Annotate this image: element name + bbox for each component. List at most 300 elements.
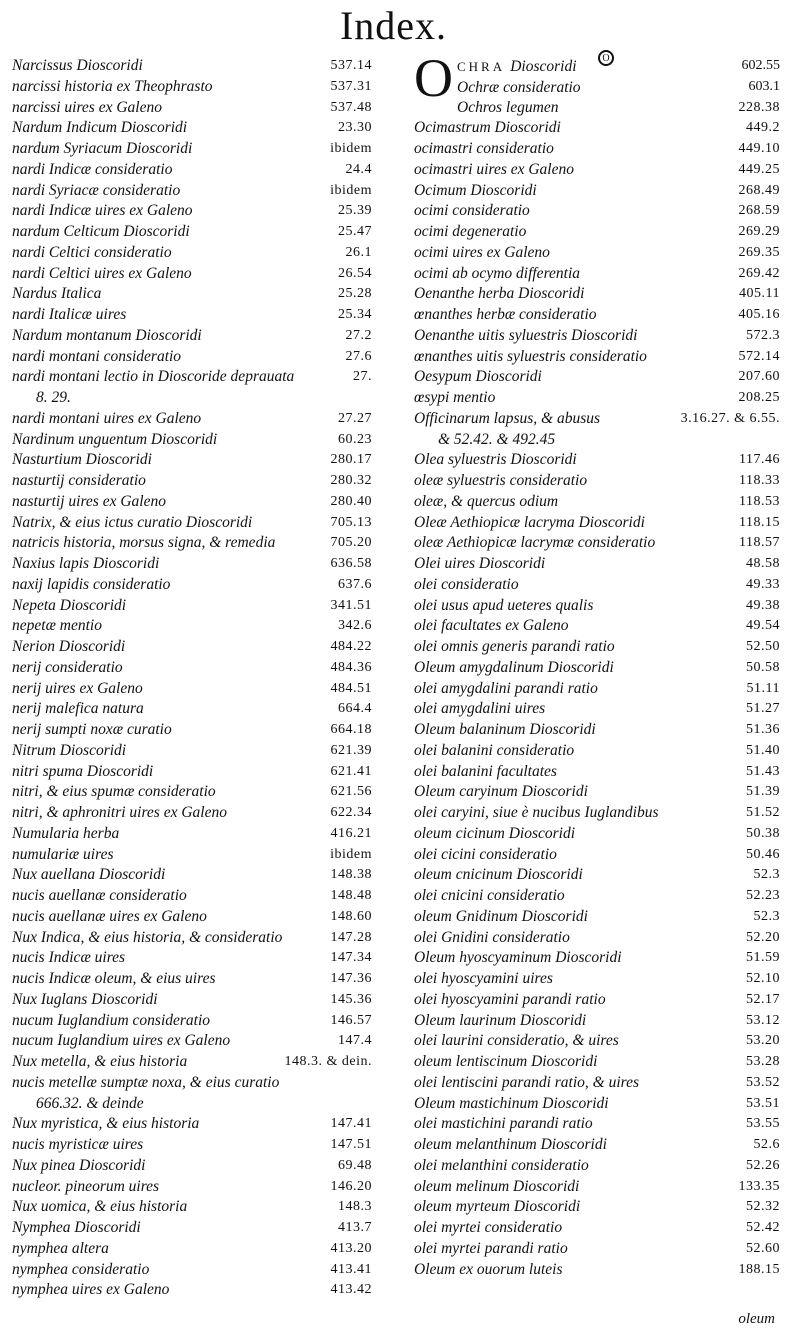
list-item	[12, 430, 372, 451]
list-item	[12, 616, 372, 637]
entry-page: 705.13	[330, 514, 372, 530]
entry-text: Nardum Indicum Dioscoridi	[12, 119, 188, 137]
entry-page: 27.	[353, 369, 372, 385]
list-item	[12, 720, 372, 741]
list-item	[414, 139, 780, 160]
entry-text: Narcissus Dioscoridi	[12, 57, 143, 74]
entry-text: Olei uires Dioscoridi	[414, 555, 546, 572]
entry-page: 52.23	[746, 888, 780, 903]
list-item	[414, 1197, 780, 1218]
list-item	[414, 886, 780, 907]
list-item	[12, 865, 372, 886]
entry-text: ocimi ab ocymo differentia	[414, 264, 581, 282]
entry-page: 484.22	[330, 639, 372, 654]
entry-text: nucis auellanæ consideratio	[12, 887, 187, 904]
list-item	[414, 181, 780, 202]
list-item	[414, 533, 780, 554]
list-item	[12, 907, 372, 928]
entry-page: 51.36	[746, 722, 780, 737]
entry-text: nasturtij uires ex Galeno	[12, 492, 166, 510]
entry-page: 52.32	[746, 1199, 780, 1215]
entry-text: nucis Indicæ oleum, & eius uires	[12, 970, 216, 987]
entry-text: narcissi uires ex Galeno	[12, 98, 162, 116]
entry-text: nerij uires ex Galeno	[12, 679, 143, 697]
list-item	[414, 1239, 780, 1260]
list-item	[414, 492, 780, 513]
list-item	[12, 118, 372, 139]
list-item	[12, 1197, 372, 1218]
entry-text: nardi montani uires ex Galeno	[12, 409, 202, 427]
entry-page: 621.39	[330, 742, 372, 758]
entry-text: Olea syluestris Dioscoridi	[414, 451, 577, 469]
entry-text: nymphea altera	[12, 1239, 109, 1257]
list-item	[414, 1073, 780, 1094]
entry-page: 341.51	[330, 597, 372, 613]
list-item	[414, 1114, 780, 1135]
entry-text: olei myrtei parandi ratio	[414, 1239, 568, 1257]
entry-page: 572.14	[738, 348, 780, 364]
list-item	[12, 948, 372, 969]
list-item	[414, 824, 780, 845]
list-item	[12, 388, 372, 409]
entry-page: 280.17	[330, 452, 372, 468]
entry-page: 269.35	[738, 244, 780, 260]
entry-text: olei myrtei consideratio	[414, 1219, 563, 1236]
signature-mark: O	[598, 50, 614, 66]
entry-text: nardi Syriacæ consideratio	[12, 181, 181, 199]
entry-text: Nymphea Dioscoridi	[12, 1219, 141, 1236]
entry-text: olei facultates ex Galeno	[414, 617, 569, 635]
entry-text: nardi montani lectio in Dioscoride deprauata	[12, 368, 295, 386]
entry-text: olei usus apud ueteres qualis	[414, 596, 594, 614]
left-column	[12, 56, 372, 1301]
entry-text: œnanthes uitis syluestris consideratio	[414, 347, 647, 365]
entry-text: Ochræ consideratio	[457, 78, 581, 96]
entry-page: 449.25	[738, 161, 780, 177]
list-item	[12, 98, 372, 119]
entry-text: nucis Indicæ uires	[12, 949, 126, 967]
list-item	[12, 284, 372, 305]
list-item	[414, 616, 780, 637]
entry-text: œnanthes herbæ consideratio	[414, 306, 597, 323]
entry-page: 148.60	[330, 908, 372, 924]
list-item	[414, 1094, 780, 1115]
list-item	[414, 284, 780, 305]
entry-text: olei hyoscyamini uires	[414, 970, 553, 987]
entry-text: olei balanini facultates	[414, 762, 557, 780]
entry-text: ocimastri consideratio	[414, 140, 554, 157]
entry-page: 52.3	[753, 867, 780, 883]
list-item	[414, 201, 780, 222]
entry-text: ocimi uires ex Galeno	[414, 243, 550, 261]
entry-page: 118.53	[739, 493, 780, 509]
list-item	[414, 990, 780, 1011]
entry-page: 23.30	[338, 120, 372, 136]
entry-text: nymphea uires ex Galeno	[12, 1281, 170, 1299]
entry-page: 147.4	[338, 1033, 372, 1049]
entry-text: Oleum hyoscyaminum Dioscoridi	[414, 949, 622, 967]
entry-page: 228.38	[738, 99, 780, 115]
list-item	[12, 679, 372, 700]
entry-text: Oleæ Aethiopicæ lacryma Dioscoridi	[414, 513, 645, 531]
entry-page: 118.57	[739, 535, 780, 551]
list-item	[12, 1094, 372, 1115]
entry-page: 637.6	[338, 576, 372, 592]
entry-page: 148.3	[338, 1199, 372, 1215]
entry-text: oleum melinum Dioscoridi	[414, 1177, 580, 1195]
entry-text: Nardus Italica	[12, 285, 102, 303]
list-item	[12, 575, 372, 596]
list-item	[12, 1073, 372, 1094]
list-item	[12, 1218, 372, 1239]
entry-text: oleæ, & quercus odium	[414, 492, 559, 510]
entry-page: 147.41	[330, 1116, 372, 1132]
list-item	[414, 741, 780, 762]
entry-text: olei mastichini parandi ratio	[414, 1115, 593, 1133]
entry-text: oleæ syluestris consideratio	[414, 472, 588, 489]
entry-text: ocimastri uires ex Galeno	[414, 160, 574, 178]
list-item	[12, 1239, 372, 1260]
list-item	[12, 201, 372, 222]
entry-text: CHRA	[457, 59, 506, 74]
entry-page: 147.51	[330, 1137, 372, 1152]
entry-page: 51.59	[746, 950, 780, 966]
entry-page: 405.16	[738, 307, 780, 322]
entry-page: 52.26	[746, 1157, 780, 1173]
entry-text: oleum myrteum Dioscoridi	[414, 1198, 581, 1216]
list-item	[414, 782, 780, 803]
list-item	[414, 1177, 780, 1198]
entry-text: Naxius lapis Dioscoridi	[12, 555, 160, 572]
entry-page: 603.1	[748, 78, 780, 94]
entry-page: 147.34	[330, 950, 372, 966]
entry-text: olei cnicini consideratio	[414, 887, 565, 904]
entry-text: Oleum mastichinum Dioscoridi	[414, 1094, 609, 1112]
entry-text: olei hyoscyamini parandi ratio	[414, 990, 606, 1008]
entry-text: Oleum ex ouorum luteis	[414, 1260, 563, 1278]
entry-page: 52.6	[753, 1137, 780, 1152]
entry-page: 537.48	[330, 99, 372, 115]
list-item	[12, 990, 372, 1011]
entry-page: 53.12	[746, 1012, 780, 1028]
entry-page: 69.48	[338, 1157, 372, 1173]
list-item	[414, 803, 780, 824]
entry-page: 416.21	[330, 825, 372, 841]
list-item	[414, 1135, 780, 1156]
list-item	[12, 305, 372, 326]
entry-text: Numularia herba	[12, 824, 120, 842]
entry-page: 50.58	[746, 659, 780, 675]
list-item	[12, 637, 372, 658]
entry-page: 118.15	[739, 514, 780, 530]
entry-text: nymphea consideratio	[12, 1260, 150, 1278]
list-item	[414, 969, 780, 990]
entry-page: 146.20	[330, 1178, 372, 1194]
list-item	[12, 139, 372, 160]
entry-page: 52.10	[746, 971, 780, 986]
entry-page: 449.10	[738, 141, 780, 156]
entry-text: nasturtij consideratio	[12, 472, 146, 489]
list-item	[12, 492, 372, 513]
entry-text: œsypi mentio	[414, 389, 496, 406]
list-item	[12, 56, 372, 77]
entry-page: 449.2	[746, 120, 780, 136]
list-item	[12, 77, 372, 98]
entry-text: Nerion Dioscoridi	[12, 638, 126, 655]
entry-page: 3.16.27. & 6.55.	[680, 410, 780, 426]
entry-text: Oleum caryinum Dioscoridi	[414, 783, 588, 801]
list-item	[414, 471, 780, 492]
list-item	[414, 762, 780, 783]
entry-page: 664.4	[338, 701, 372, 717]
list-item	[12, 928, 372, 949]
list-item	[12, 222, 372, 243]
entry-page: 60.23	[338, 431, 372, 447]
entry-page: 26.1	[345, 244, 372, 260]
entry-page: 705.20	[330, 535, 372, 551]
entry-text: olei amygdalini uires	[414, 700, 546, 718]
list-item	[12, 741, 372, 762]
list-item	[414, 865, 780, 886]
entry-page: 25.39	[338, 203, 372, 219]
list-item	[414, 1052, 780, 1073]
list-item	[12, 450, 372, 471]
entry-page: 52.17	[746, 991, 780, 1007]
list-item	[12, 554, 372, 575]
entry-text: oleæ Aethiopicæ lacrymæ consideratio	[414, 534, 656, 552]
entry-page: 48.58	[746, 556, 780, 571]
entry-text: Oenanthe uitis syluestris Dioscoridi	[414, 326, 638, 344]
list-item	[414, 388, 780, 409]
list-item	[414, 658, 780, 679]
entry-text: olei amygdalini parandi ratio	[414, 679, 598, 697]
entry-page: ibidem	[330, 182, 372, 198]
entry-page: 53.20	[746, 1033, 780, 1049]
list-item	[414, 907, 780, 928]
entry-page: 207.60	[738, 369, 780, 385]
list-item	[414, 305, 780, 326]
entry-page: 484.51	[330, 680, 372, 696]
list-item	[414, 367, 780, 388]
entry-page: 280.32	[330, 473, 372, 488]
entry-page: 25.47	[338, 224, 372, 239]
entry-text: Officinarum lapsus, & abusus	[414, 409, 601, 427]
list-item	[12, 1280, 372, 1301]
entry-text: nucis metellæ sumptæ noxa, & eius curatio	[12, 1073, 280, 1091]
list-item	[12, 181, 372, 202]
list-item	[12, 1260, 372, 1281]
right-column	[414, 48, 780, 1280]
entry-text: Nux Indica, & eius historia, & consideratio	[12, 928, 283, 946]
entry-page: 53.28	[746, 1054, 780, 1069]
entry-page: 25.34	[338, 307, 372, 322]
entry-text: Oleum laurinum Dioscoridi	[414, 1011, 587, 1029]
entry-text: Oenanthe herba Dioscoridi	[414, 285, 585, 303]
entry-text: nerij sumpti noxæ curatio	[12, 721, 172, 738]
entry-text: Nux auellana Dioscoridi	[12, 866, 166, 884]
entry-page: 146.57	[330, 1012, 372, 1028]
entry-text: 8. 29.	[36, 389, 71, 406]
list-item	[12, 471, 372, 492]
entry-page: 49.54	[746, 618, 780, 634]
entry-page: 268.49	[738, 182, 780, 198]
page-title: Index.	[339, 3, 448, 48]
list-item	[12, 596, 372, 617]
entry-text: Oesypum Dioscoridi	[414, 368, 542, 386]
entry-page: 52.42	[746, 1220, 780, 1235]
list-item	[414, 637, 780, 658]
entry-text: Oleum amygdalinum Dioscoridi	[414, 658, 614, 676]
entry-page: 26.54	[338, 265, 372, 281]
entry-text: nardi Italicæ uires	[12, 306, 127, 323]
entry-page: 51.43	[746, 763, 780, 779]
entry-page: 147.36	[330, 971, 372, 986]
list-item	[12, 803, 372, 824]
entry-text: nucis myristicæ uires	[12, 1136, 144, 1153]
entry-page: ibidem	[330, 141, 372, 156]
entry-page: 52.50	[746, 639, 780, 654]
list-item	[12, 1052, 372, 1073]
list-item	[12, 326, 372, 347]
list-item	[12, 409, 372, 430]
entry-text: nucis auellanæ uires ex Galeno	[12, 907, 207, 925]
entry-page: 27.6	[345, 348, 372, 364]
entry-text: nitri, & aphronitri uires ex Galeno	[12, 804, 227, 821]
entry-text: Nux pinea Dioscoridi	[12, 1156, 146, 1174]
list-item	[414, 1011, 780, 1032]
entry-page: 621.41	[330, 763, 372, 779]
entry-page: 51.52	[746, 805, 780, 820]
entry-text: ocimi degeneratio	[414, 223, 527, 240]
entry-text: oleum cnicinum Dioscoridi	[414, 866, 583, 884]
entry-page: 413.42	[330, 1282, 372, 1298]
entry-page: 602.55	[741, 58, 780, 73]
list-item	[414, 1260, 780, 1281]
list-item	[414, 243, 780, 264]
entry-page: 664.18	[330, 722, 372, 737]
list-item	[12, 824, 372, 845]
list-item	[414, 98, 780, 119]
list-item	[414, 575, 780, 596]
list-item	[12, 513, 372, 534]
entry-text: nardum Celticum Dioscoridi	[12, 223, 190, 240]
entry-text: natricis historia, morsus signa, & remedia	[12, 534, 276, 552]
drop-cap: O	[414, 48, 453, 108]
list-item	[414, 845, 780, 866]
entry-text: olei caryini, siue è nucibus Iuglandibus	[414, 804, 659, 821]
entry-text: nerij malefica natura	[12, 700, 144, 718]
entry-page: 622.34	[330, 805, 372, 820]
entry-text: narcissi historia ex Theophrasto	[12, 77, 213, 95]
entry-page: 269.29	[738, 224, 780, 239]
entry-text: olei consideratio	[414, 575, 519, 593]
entry-text: Dioscoridi	[510, 58, 577, 75]
entry-page: 51.40	[746, 742, 780, 758]
catchword: oleum	[738, 1311, 775, 1327]
entry-page: 147.28	[330, 929, 372, 945]
entry-text: ocimi consideratio	[414, 202, 530, 220]
entry-page: 342.6	[338, 618, 372, 634]
entry-page: 537.31	[330, 78, 372, 94]
list-item	[414, 347, 780, 368]
list-item	[414, 264, 780, 285]
entry-page: 52.20	[746, 929, 780, 945]
entry-page: 413.41	[330, 1261, 372, 1277]
list-item	[12, 845, 372, 866]
entry-text: Oleum balaninum Dioscoridi	[414, 721, 596, 738]
entry-text: & 52.42. & 492.45	[438, 430, 556, 448]
entry-page: 280.40	[330, 493, 372, 509]
entry-text: oleum melanthinum Dioscoridi	[414, 1136, 607, 1153]
list-item	[414, 1031, 780, 1052]
list-item	[414, 720, 780, 741]
entry-page: 208.25	[738, 390, 780, 405]
entry-page: 50.46	[746, 846, 780, 862]
entry-text: olei omnis generis parandi ratio	[414, 638, 615, 655]
list-item	[12, 243, 372, 264]
list-item	[12, 264, 372, 285]
list-item	[12, 1031, 372, 1052]
entry-page: 51.11	[746, 680, 780, 696]
list-item	[414, 118, 780, 139]
list-item	[12, 658, 372, 679]
entry-text: olei cicini consideratio	[414, 845, 557, 863]
entry-text: nepetæ mentio	[12, 617, 102, 635]
list-item	[12, 367, 372, 388]
entry-text: olei Gnidini consideratio	[414, 928, 570, 946]
list-item	[414, 409, 780, 430]
entry-text: 666.32. & deinde	[36, 1094, 144, 1112]
entry-text: Ochros legumen	[457, 98, 559, 116]
entry-text: nardum Syriacum Dioscoridi	[12, 140, 193, 157]
list-item	[414, 1218, 780, 1239]
entry-page: 188.15	[738, 1261, 780, 1277]
entry-page: 148.3. & dein.	[284, 1054, 372, 1069]
entry-page: 51.27	[746, 701, 780, 717]
entry-page: 51.39	[746, 784, 780, 800]
entry-page: 636.58	[330, 556, 372, 571]
list-item	[12, 533, 372, 554]
entry-text: nucum Iuglandium uires ex Galeno	[12, 1032, 231, 1050]
list-item	[414, 679, 780, 700]
list-item	[12, 886, 372, 907]
entry-page: 118.33	[739, 473, 780, 488]
entry-page: 145.36	[330, 991, 372, 1007]
list-item	[414, 513, 780, 534]
entry-text: nardi montani consideratio	[12, 347, 182, 365]
list-item	[414, 928, 780, 949]
entry-text: naxij lapidis consideratio	[12, 575, 171, 593]
entry-text: nucleor. pineorum uires	[12, 1177, 160, 1195]
entry-text: Natrix, & eius ictus curatio Dioscoridi	[12, 513, 253, 531]
entry-text: oleum Gnidinum Dioscoridi	[414, 907, 588, 925]
entry-text: Nux Iuglans Dioscoridi	[12, 990, 158, 1008]
entry-page: 269.42	[738, 265, 780, 281]
entry-page: 27.27	[338, 410, 372, 426]
list-item	[414, 430, 780, 451]
entry-text: nucum Iuglandium consideratio	[12, 1011, 211, 1029]
entry-page: 148.38	[330, 867, 372, 883]
entry-text: Nardinum unguentum Dioscoridi	[12, 430, 218, 448]
entry-page: 50.38	[746, 825, 780, 841]
entry-text: olei melanthini consideratio	[414, 1156, 589, 1174]
list-item	[12, 699, 372, 720]
list-item	[12, 1156, 372, 1177]
list-item	[12, 1011, 372, 1032]
entry-page: 484.36	[330, 659, 372, 675]
entry-text: Nasturtium Dioscoridi	[12, 451, 152, 469]
entry-text: olei laurini consideratio, & uires	[414, 1032, 619, 1050]
